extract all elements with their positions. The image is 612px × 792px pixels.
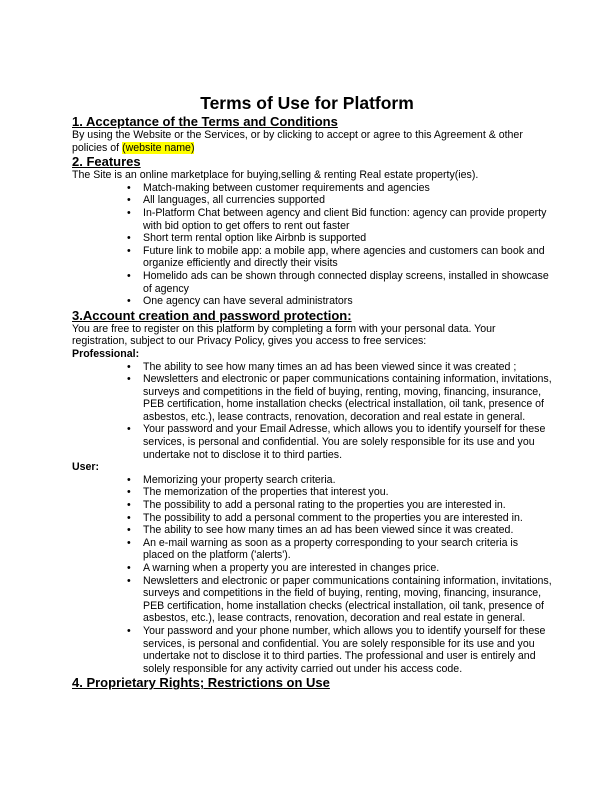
bullet-icon: •: [127, 562, 131, 574]
user-label: User:: [72, 461, 100, 474]
user-list: [72, 474, 552, 676]
list-item: • A warning when a property you are interested in changes price.: [127, 562, 440, 574]
section-4-heading: 4. Proprietary Rights; Restrictions on Use: [72, 675, 330, 691]
bullet-icon: •: [127, 269, 131, 282]
bullet-icon: •: [127, 511, 131, 524]
section-1-paragraph: [72, 129, 552, 154]
list-item: • The ability to see how many times an ad has been viewed since it was created ;: [127, 360, 517, 373]
professional-label: Professional:: [72, 347, 140, 360]
section-2-heading: 2. Features: [72, 154, 141, 170]
page-title: Terms of Use for Platform: [200, 93, 414, 113]
bullet-icon: •: [127, 536, 131, 549]
list-item: • Your password and your Email Adresse, which allows you to identify yourself for these services, is personal and confidential. You are solely responsible for its use and you undertake not to disclose it to third parties.: [127, 423, 546, 461]
list-item: • One agency can have several administrators: [127, 295, 353, 308]
bullet-icon: •: [127, 194, 131, 207]
list-item: • Short term rental option like Airbnb is supported: [127, 232, 367, 245]
bullet-icon: •: [127, 486, 131, 499]
features-list: [72, 182, 552, 308]
bullet-icon: •: [127, 232, 131, 245]
section-1-text: By using the Website or the Services, or by clicking to accept or agree to this Agreement & other policies of: [72, 129, 523, 154]
list-item: • The possibility to add a personal rating to the properties you are interested in.: [127, 499, 506, 512]
section-3-paragraph: You are free to register on this platform by completing a form with your personal data. Your registration, subject to our Privacy Policy, gives you access to free services:: [72, 322, 496, 348]
list-item: • In-Platform Chat between agency and client Bid function: agency can provide property with bid option to get offers to rent out faster: [127, 206, 547, 232]
section-1-heading: 1. Acceptance of the Terms and Conditions: [72, 114, 338, 129]
bullet-icon: •: [127, 624, 131, 637]
list-item: • Newsletters and electronic or paper communications containing information, invitations, surveys and competitions in the field of buying, renting, moving, financing, insurance, PEB certification, home installation checks (electrical installation, oil tank, presence of asbestos, etc.), lease contracts, renovation, decoration and real estate in general.: [127, 574, 552, 625]
bullet-icon: •: [127, 181, 131, 194]
bullet-icon: •: [127, 360, 131, 373]
list-item: • Memorizing your property search criteria.: [127, 473, 336, 486]
document-page: [72, 92, 552, 690]
list-item: • All languages, all currencies supported: [127, 194, 325, 207]
website-name-placeholder: (website name): [122, 141, 195, 154]
bullet-icon: •: [127, 499, 131, 512]
bullet-icon: •: [127, 295, 131, 308]
list-item: • Match-making between customer requirements and agencies: [127, 181, 430, 194]
bullet-icon: •: [127, 206, 131, 219]
list-item: • The ability to see how many times an ad has been viewed since it was created.: [127, 524, 514, 537]
bullet-icon: •: [127, 423, 131, 436]
section-3-heading: 3.Account creation and password protection:: [72, 307, 352, 323]
bullet-icon: •: [127, 244, 131, 257]
list-item: • The memorization of the properties that interest you.: [127, 486, 389, 499]
section-2-paragraph: The Site is an online marketplace for buying,selling & renting Real estate property(ies).: [72, 169, 479, 182]
list-item: • An e-mail warning as soon as a property corresponding to your search criteria is placed on the platform ('alerts').: [127, 536, 519, 562]
list-item: • The possibility to add a personal comment to the properties you are interested in.: [127, 511, 523, 524]
bullet-icon: •: [127, 574, 131, 587]
list-item: • Your password and your phone number, which allows you to identify yourself for these services, is personal and confidential. You are solely responsible for its use and you undertake not to disclose it to third parties. The professional and user is entirely and solely responsible for any activity carried out under his access code.: [127, 624, 546, 675]
list-item: • Newsletters and electronic or paper communications containing information, invitations, surveys and competitions in the field of buying, renting, moving, financing, insurance, PEB certification, home installation checks (electrical installation, oil tank, presence of asbestos, etc.), lease contracts, renovation, decoration and real estate in general.: [127, 373, 552, 423]
bullet-icon: •: [127, 524, 131, 537]
bullet-icon: •: [127, 373, 131, 386]
list-item: • Future link to mobile app: a mobile app, where agencies and customers can book and organize efficiently and directly their visits: [127, 244, 545, 270]
bullet-icon: •: [127, 473, 131, 486]
list-item: • Homelido ads can be shown through connected display screens, installed in showcase of agency: [127, 269, 549, 295]
professional-list: [72, 361, 552, 462]
